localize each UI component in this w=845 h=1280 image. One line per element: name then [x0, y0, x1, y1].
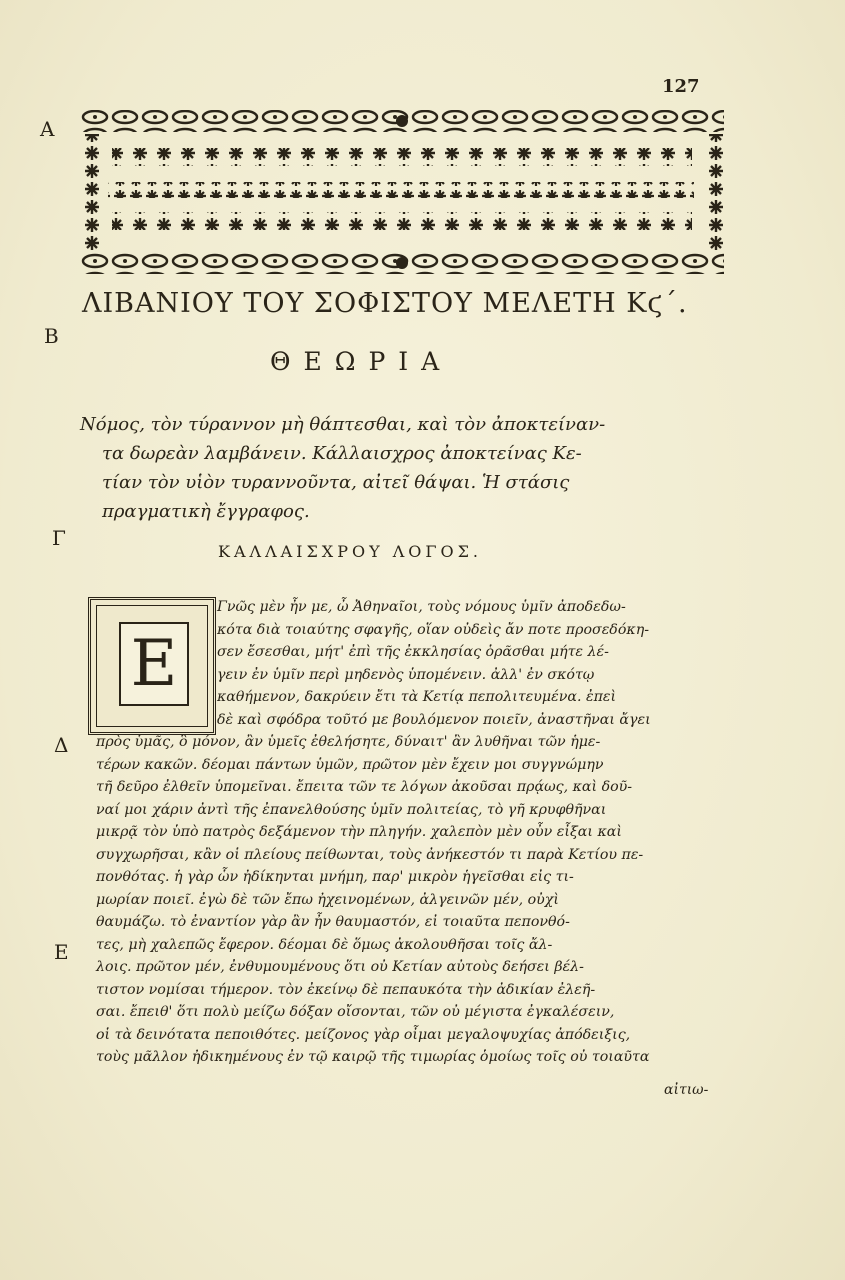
work-title: ΛΙΒΑΝΙΟΥ ΤΟΥ ΣΟΦΙΣΤΟΥ ΜΕΛΕΤΗ Κϛ΄.: [82, 288, 688, 319]
body-line: τῆ δεῦρο ἐλθεῖν ὑπομεῖναι. ἔπειτα τῶν τε λόγων ἀκοῦσαι πρᾴως, καὶ δοῦ-: [96, 779, 633, 795]
body-line: τες, μὴ χαλεπῶς ἔφερον. δέομαι δὲ ὅμως ἀκολουθῆσαι τοῖς ἄλ-: [96, 936, 553, 953]
headpiece-ornament-icon: [80, 108, 724, 284]
body-line: ναί μοι χάριν ἀντὶ τῆς ἐπανελθούσης ὑμῖν πολιτείας, τὸ γῆ κρυφθῆναι: [96, 801, 607, 818]
speech-body: [96, 596, 746, 1069]
page-number: 127: [662, 76, 700, 97]
catchword: αἰτιω-: [664, 1082, 709, 1098]
section-subtitle: ΘΕΩΡΙΑ: [270, 347, 453, 376]
argument-line: τα δωρεὰν λαμβάνειν. Κάλλαισχρος ἀποκτείνας Κε-: [102, 443, 582, 464]
body-line: μωρίαν ποιεῖ. ἐγὼ δὲ τῶν ἔπω ἠχεινομένων, ἀλγεινῶν μέν, οὐχὶ: [96, 891, 559, 908]
initial-letter: E: [119, 622, 189, 706]
body-line: μικρᾷ τὸν ὑπὸ πατρὸς δεξάμενον τὴν πληγήν. χαλεπὸν μὲν οὖν εἶξαι καὶ: [96, 824, 622, 840]
body-line: πρὸς ὑμᾶς, ὃ μόνον, ἂν ὑμεῖς ἐθελήσητε, δύναιτ' ἂν λυθῆναι τῶν ἡμε-: [96, 734, 601, 750]
margin-letter-a: A: [40, 117, 55, 141]
argument-line: πραγματικὴ ἔγγραφος.: [102, 501, 310, 522]
body-line: οἱ τὰ δεινότατα πεποιθότες. μείζονος γὰρ οἶμαι μεγαλοψυχίας ἀπόδειξις,: [96, 1026, 631, 1043]
body-line: θαυμάζω. τὸ ἐναντίον γὰρ ἂν ἦν θαυμαστόν, εἰ τοιαῦτα πεπονθό-: [96, 914, 570, 930]
argument-line: Νόμος, τὸν τύραννον μὴ θάπτεσθαι, καὶ τὸν ἀποκτείναν-: [80, 414, 606, 435]
body-line: καθήμενον, δακρύειν ἔτι τὰ Κετίᾳ πεπολιτευμένα. ἐπεὶ: [217, 689, 617, 705]
margin-letter-b: B: [44, 324, 59, 348]
margin-letter-g: Γ: [52, 526, 66, 550]
body-line: τιστον νομίσαι τήμερον. τὸν ἐκείνῳ δὲ πεπαυκότα τὴν ἀδικίαν ἐλεῆ-: [96, 981, 596, 998]
margin-letter-d: Δ: [54, 733, 69, 757]
ornamental-headpiece: [80, 108, 724, 284]
speech-heading: ΚΑΛΛΑΙΣΧΡΟΥ ΛΟΓΟΣ.: [218, 542, 483, 561]
body-line: σεν ἔσεσθαι, μήτ' ἐπὶ τῆς ἐκκλησίας ὁρᾶσθαι μήτε λέ-: [217, 644, 609, 660]
body-line: λοις. πρῶτον μέν, ἐνθυμουμένους ὅτι οὐ Κετίαν αὐτοὺς δεήσει βέλ-: [96, 959, 584, 975]
argument-line: τίαν τὸν υἱὸν τυραννοῦντα, αἰτεῖ θάψαι. Ἡ στάσις: [102, 472, 570, 493]
margin-letter-e: E: [54, 940, 69, 964]
body-line: τοὺς μᾶλλον ἠδικημένους ἐν τῷ καιρῷ τῆς τιμωρίας ὁμοίως τοῖς οὐ τοιαῦτα: [96, 1049, 650, 1065]
body-line: δὲ καὶ σφόδρα τοῦτό με βουλόμενον ποιεῖν, ἀναστῆναι ἄγει: [217, 711, 651, 728]
body-line: κότα διὰ τοιαύτης σφαγῆς, οἵαν οὐδεὶς ἄν ποτε προσεδόκη-: [217, 621, 649, 638]
body-line: γειν ἐν ὑμῖν περὶ μηδενὸς ὑπομένειν. ἀλλ' ἐν σκότῳ: [217, 666, 595, 683]
body-line: συγχωρῆσαι, κἂν οἱ πλείους πείθωνται, τοὺς ἀνήκεστόν τι παρὰ Κετίου πε-: [96, 846, 644, 863]
body-line: σαι. ἔπειθ' ὅτι πολὺ μείζω δόξαν οἴσονται, τῶν οὐ μέγιστα ἐγκαλέσειν,: [96, 1004, 615, 1020]
argument-paragraph: [80, 410, 740, 526]
body-line: πονθότας. ἡ γὰρ ὧν ἠδίκηνται μνήμη, παρ' μικρὸν ἡγεῖσθαι εἰς τι-: [96, 869, 574, 885]
body-line: Γνῶς μὲν ἦν με, ὦ Ἀθηναῖοι, τοὺς νόμους ὑμῖν ἀποδεδω-: [217, 599, 626, 615]
body-line: τέρων κακῶν. δέομαι πάντων ὑμῶν, πρῶτον μὲν ἔχειν μοι συγγνώμην: [96, 756, 604, 773]
